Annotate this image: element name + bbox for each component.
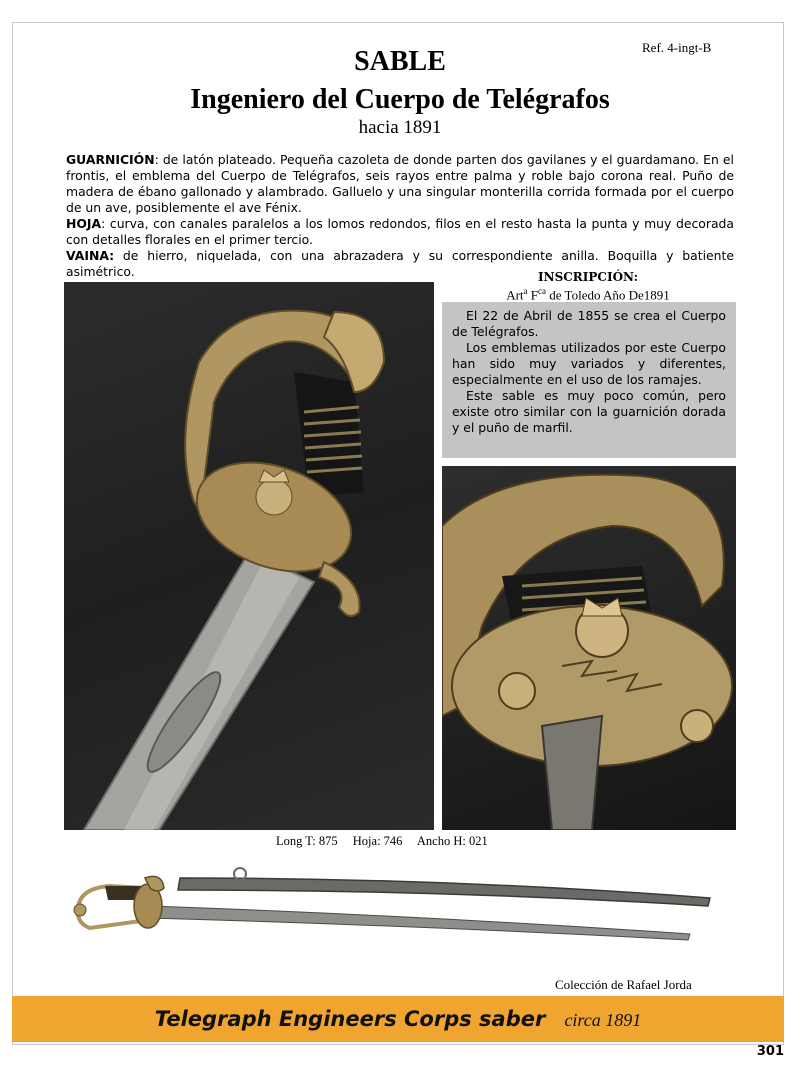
blade-width: Ancho H: 021 bbox=[416, 834, 488, 848]
total-length: Long T: 875 bbox=[276, 834, 338, 848]
inscription-label: INSCRIPCIÓN: bbox=[538, 270, 638, 284]
english-banner bbox=[12, 996, 784, 1042]
hilt-photo bbox=[64, 282, 434, 830]
hilt-photo-illustration bbox=[64, 282, 434, 830]
vaina-label: VAINA: bbox=[66, 248, 115, 263]
note-paragraph: Este sable es muy poco común, pero existe otro similar con la guarnición dorada y el puño de marfil. bbox=[452, 388, 726, 435]
blade-length: Hoja: 746 bbox=[352, 834, 403, 848]
collection-credit: Colección de Rafael Jorda bbox=[555, 977, 692, 992]
hoja-paragraph bbox=[66, 216, 734, 248]
inscription-text: Art$^a$ $F^{ca}$ de Toledo Año De1891 bbox=[506, 286, 670, 303]
english-circa: circa 1891 bbox=[564, 1010, 642, 1030]
page-subtitle: Ingeniero del Cuerpo de Telégrafos bbox=[190, 84, 610, 115]
note-paragraph: El 22 de Abril de 1855 se crea el Cuerpo de Telégrafos. bbox=[452, 308, 726, 339]
full-sword-illustration bbox=[50, 848, 740, 976]
description bbox=[66, 152, 734, 280]
hoja-text: : curva, con canales paralelos a los lomos redondos, filos en el resto hasta la punta y muy decorada con detalles florales en el primer tercio. bbox=[66, 216, 734, 247]
dimensions bbox=[276, 834, 500, 849]
guarnicion-paragraph bbox=[66, 152, 734, 216]
reference-code: Ref. 4-ingt-B bbox=[642, 40, 712, 55]
english-title: Telegraph Engineers Corps saber bbox=[154, 1007, 546, 1031]
page-number: 301 bbox=[756, 1044, 784, 1059]
note-paragraph: Los emblemas utilizados por este Cuerpo han sido muy variados y diferentes, especialmente en el uso de los ramajes. bbox=[452, 340, 726, 387]
guarnicion-text: : de latón plateado. Pequeña cazoleta de donde parten dos gavilanes y el guardamano. En el frontis, el emblema del Cuerpo de Telégrafos, seis rayos entre palma y roble bajo corona real. Puño de madera de ébano gallonado y alambrado. Galluelo y una singular monterilla corrida formada por el cuerpo de un ave, posiblemente el ave Fénix. bbox=[66, 152, 734, 215]
guarnicion-label: GUARNICIÓN bbox=[66, 152, 155, 167]
full-sword-photo bbox=[50, 848, 740, 976]
hoja-label: HOJA bbox=[66, 216, 102, 231]
page-title: SABLE bbox=[354, 46, 446, 77]
emblem-closeup-photo bbox=[442, 466, 736, 830]
emblem-closeup-illustration bbox=[442, 466, 736, 830]
vaina-text: de hierro, niquelada, con una abrazadera y su correspondiente anilla. Boquilla y batiente asimétrico. bbox=[66, 248, 734, 279]
history-note bbox=[442, 302, 736, 458]
page-date: hacia 1891 bbox=[358, 117, 442, 138]
